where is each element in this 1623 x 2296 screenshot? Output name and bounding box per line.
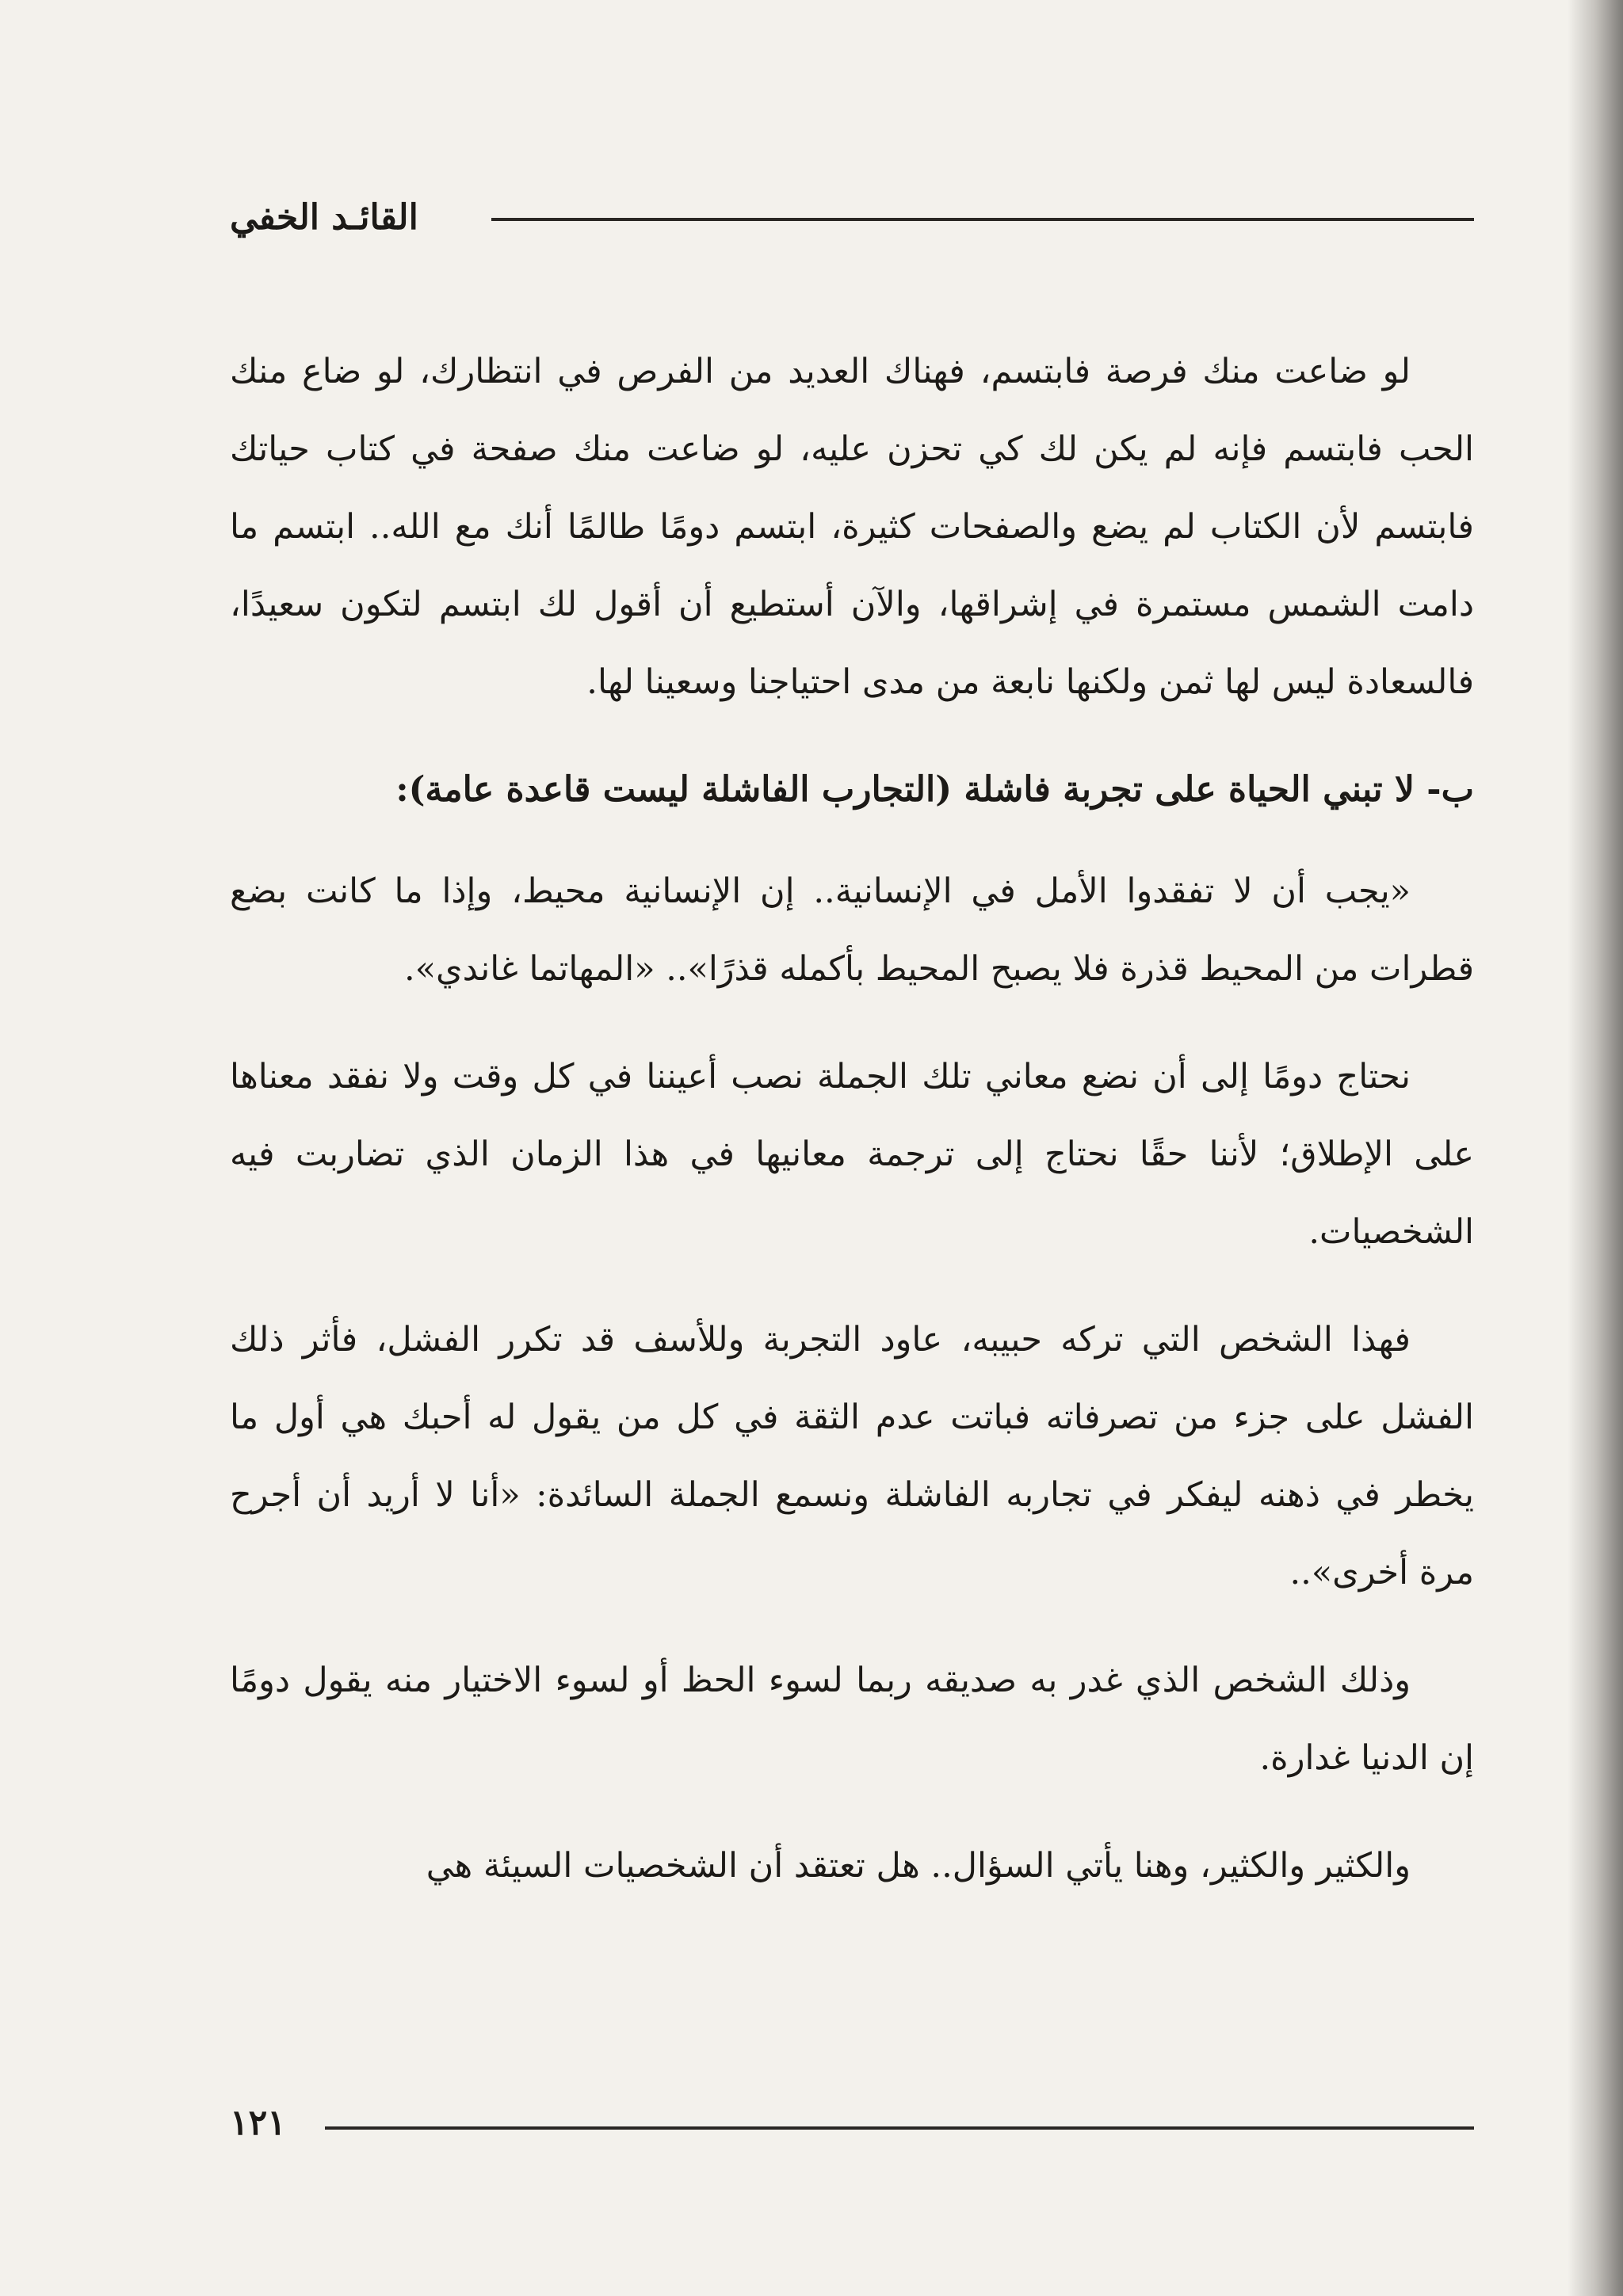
- page-number: ١٢١: [230, 2103, 286, 2143]
- page-footer: [230, 2092, 1474, 2155]
- paragraph-question: والكثير والكثير، وهنا يأتي السؤال.. هل تعتقد أن الشخصيات السيئة هي: [426, 1846, 1411, 1886]
- header-title: القائـد الخفي: [230, 197, 418, 238]
- paragraph-failure: فهذا الشخص التي تركه حبيبه، عاود التجربة وللأسف قد تكرر الفشل، فأثر ذلك الفشل على جزء من تصرفاته فباتت عدم الثقة في كل من يقول له أحبك هي أول ما يخطر في ذهنه ليفكر في تجاربه الفاشلة ونسمع الجملة السائدة: «أنا لا أريد أن أجرح مرة أخرى»..: [230, 1320, 1474, 1592]
- binding-shadow: [1568, 0, 1623, 2296]
- body-text: [230, 333, 1474, 1935]
- section-heading: ب- لا تبني الحياة على تجربة فاشلة (التجارب الفاشلة ليست قاعدة عامة):: [395, 769, 1474, 810]
- running-header: [230, 186, 1474, 250]
- header-rule: [491, 218, 1474, 221]
- paragraph-meaning: نحتاج دومًا إلى أن نضع معاني تلك الجملة نصب أعيننا في كل وقت ولا نفقد معناها على الإطلاق؛ لأننا حقًا نحتاج إلى ترجمة معانيها في هذا الزمان الذي تضاربت فيه الشخصيات.: [230, 1057, 1474, 1252]
- footer-rule: [325, 2126, 1474, 2130]
- quote-gandhi: «يجب أن لا تفقدوا الأمل في الإنسانية.. إن الإنسانية محيط، وإذا ما كانت بضع قطرات من المحيط قذرة فلا يصبح المحيط بأكمله قذرًا».. «المهاتما غاندي».: [230, 871, 1474, 989]
- paragraph-betrayal: وذلك الشخص الذي غدر به صديقه ربما لسوء الحظ أو لسوء الاختيار منه يقول دومًا إن الدنيا غدارة.: [230, 1661, 1474, 1778]
- paragraph-smile: لو ضاعت منك فرصة فابتسم، فهناك العديد من الفرص في انتظارك، لو ضاع منك الحب فابتسم فإنه لم يكن لك كي تحزن عليه، لو ضاعت منك صفحة في كتاب حياتك فابتسم لأن الكتاب لم يضع والصفحات كثيرة، ابتسم دومًا طالمًا أنك مع الله.. ابتسم ما دامت الشمس مستمرة في إشراقها، والآن أستطيع أن أقول لك ابتسم لتكون سعيدًا، فالسعادة ليس لها ثمن ولكنها نابعة من مدى احتياجنا وسعينا لها.: [230, 352, 1474, 702]
